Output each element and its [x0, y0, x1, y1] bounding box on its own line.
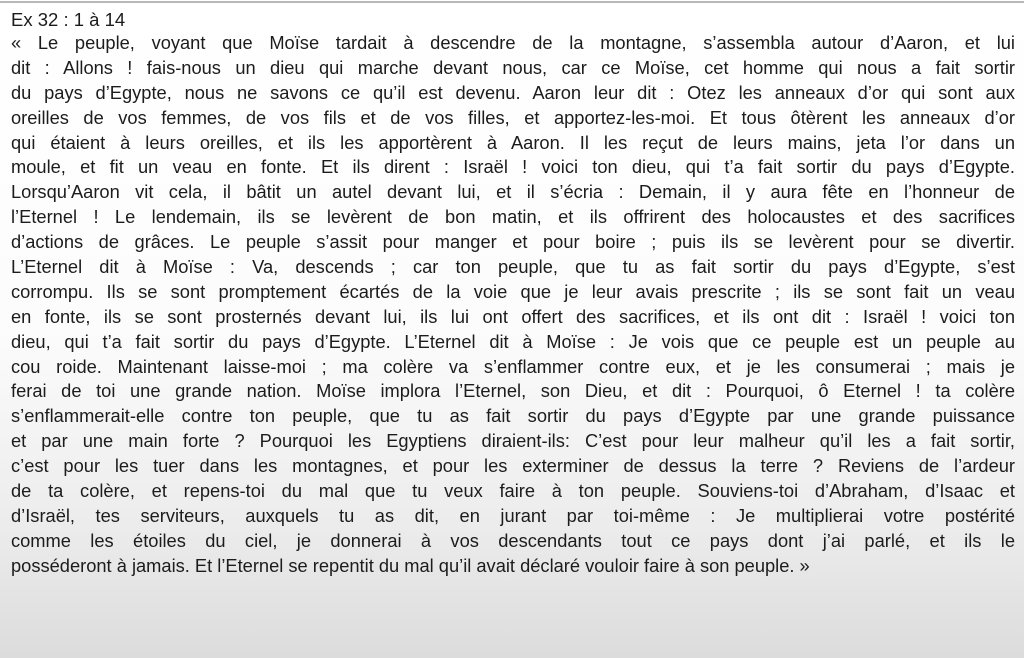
passage-line: dit : Allons ! fais-nous un dieu qui marche devant nous, car ce Moïse, cet homme qui nous a fait sortir — [11, 56, 1015, 78]
passage-line: c’est pour les tuer dans les montagnes, et pour les exterminer de dessus la terre ? Reviens de l’ardeur — [11, 455, 1015, 477]
passage-line: en fonte, ils se sont prosternés devant lui, ils lui ont offert des sacrifices, et ils ont dit : Israël ! voici ton — [11, 305, 1015, 327]
passage-line: du pays d’Egypte, nous ne savons ce qu’il est devenu. Aaron leur dit : Otez les anneaux d’or qui sont aux — [11, 81, 1015, 103]
passage-line: Lorsqu’Aaron vit cela, il bâtit un autel devant lui, et il s’écria : Demain, il y aura fête en l’honneur de — [11, 181, 1015, 203]
passage-line: corrompu. Ils se sont promptement écartés de la voie que je leur avais prescrite ; ils se sont fait un veau — [11, 280, 1015, 302]
passage-line: L’Eternel dit à Moïse : Va, descends ; car ton peuple, que tu as fait sortir du pays d’Egypte, s’est — [11, 256, 1015, 278]
passage-line: comme les étoiles du ciel, je donnerai à vos descendants tout ce pays dont j’ai parlé, et ils le — [11, 529, 1015, 551]
passage-line: l’Eternel ! Le lendemain, ils se levèrent de bon matin, et ils offrirent des holocaustes et des sacrifices — [11, 206, 1015, 228]
passage-line: s’enflammerait-elle contre ton peuple, que tu as fait sortir du pays d’Egypte par une grande puissance — [11, 405, 1015, 427]
top-divider-line — [0, 1, 1024, 3]
passage-line: qui étaient à leurs oreilles, et ils les apportèrent à Aaron. Il les reçut de leurs mains, jeta l’or dans un — [11, 131, 1015, 153]
scripture-reference: Ex 32 : 1 à 14 — [11, 9, 126, 30]
passage-line: de ta colère, et repens-toi du mal que tu veux faire à ton peuple. Souviens-toi d’Abraham, d’Isaac et — [11, 480, 1015, 502]
passage-line: moule, et fit un veau en fonte. Et ils dirent : Israël ! voici ton dieu, qui t’a fait sortir du pays d’Egypte. — [11, 156, 1015, 178]
passage-line: « Le peuple, voyant que Moïse tardait à descendre de la montagne, s’assembla autour d’Aaron, et lui — [11, 32, 1015, 53]
passage-line: cou roide. Maintenant laisse-moi ; ma colère va s’enflammer contre eux, et je les consumerai ; mais je — [11, 355, 1015, 377]
passage-line: d’Israël, tes serviteurs, auxquels tu as dit, en jurant par toi-même : Je multiplierai votre postérité — [11, 504, 1015, 526]
passage-line: ferai de toi une grande nation. Moïse implora l’Eternel, son Dieu, et dit : Pourquoi, ô Eternel ! ta colère — [11, 380, 1015, 402]
passage-line: dieu, qui t’a fait sortir du pays d’Egypte. L’Eternel dit à Moïse : Je vois que ce peuple est un peuple au — [11, 330, 1015, 352]
scripture-passage — [11, 31, 1015, 579]
passage-line: d’actions de grâces. Le peuple s’assit pour manger et pour boire ; puis ils se levèrent pour se divertir. — [11, 231, 1015, 253]
passage-line: posséderont à jamais. Et l’Eternel se repentit du mal qu’il avait déclaré vouloir faire à son peuple. » — [11, 554, 810, 576]
passage-line: et par une main forte ? Pourquoi les Egyptiens diraient-ils: C’est pour leur malheur qu’il les a fait sortir, — [11, 430, 1015, 452]
passage-line: oreilles de vos femmes, de vos fils et de vos filles, et apportez-les-moi. Et tous ôtèrent les anneaux d’or — [11, 106, 1015, 128]
